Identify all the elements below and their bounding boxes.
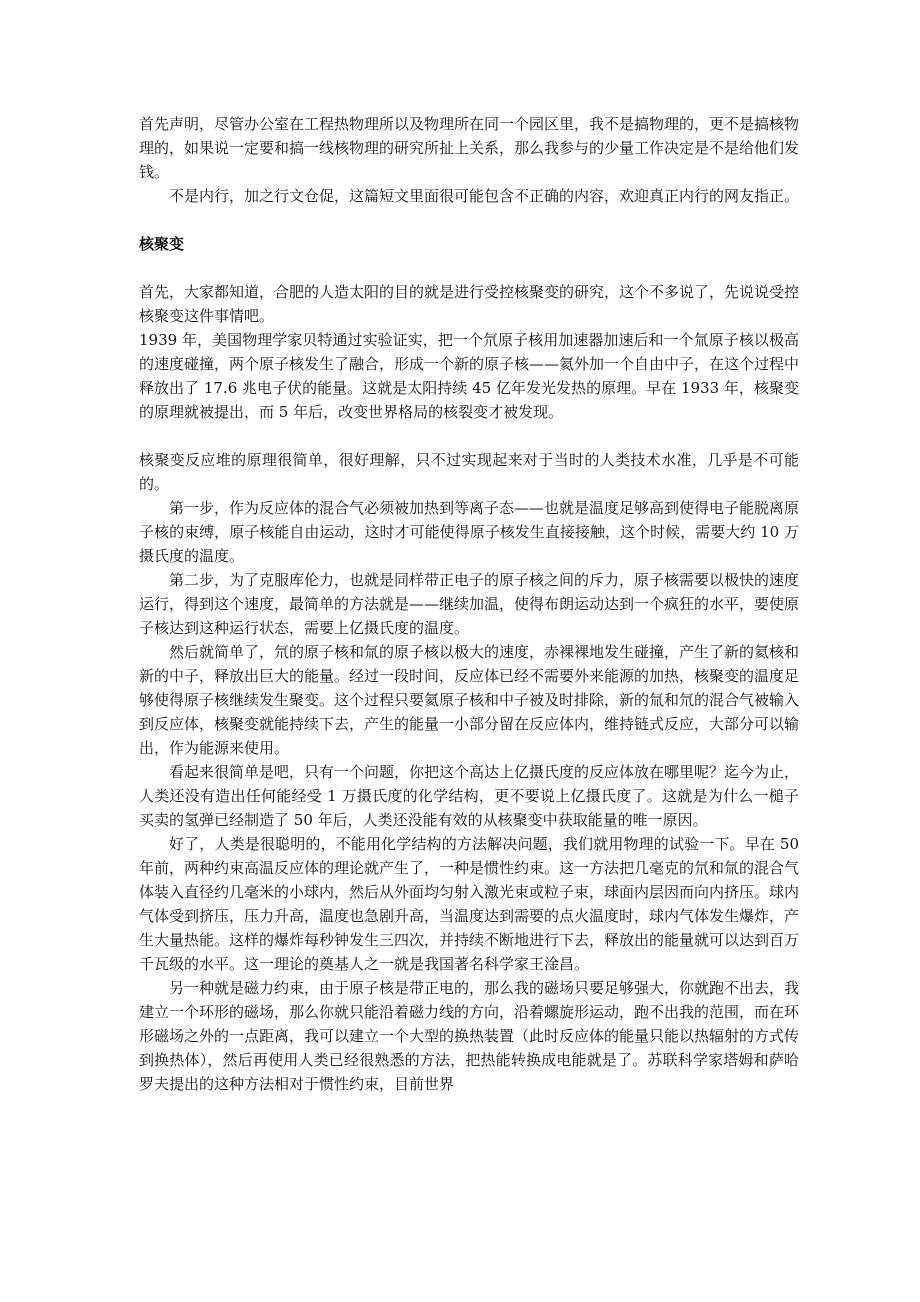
section2-paragraph-7: 另一种就是磁力约束，由于原子核是带正电的，那么我的磁场只要足够强大，你就跑不出去，我建立一个环形的磁场，那么你就只能沿着磁力线的方向，沿着螺旋形运动，跑不出我的范围，而在环形磁场之外的一点距离，我可以建立一个大型的换热装置（此时反应体的能量只能以热辐射的方式传到换热体），然后再使用人类已经很熟悉的方法，把热能转换成电能就是了。苏联科学家塔姆和萨哈罗夫提出的这种方法相对于惯性约束，目前世界 — [139, 979, 800, 1093]
section-heading: 核聚变 — [139, 235, 185, 253]
intro-paragraph-2: 不是内行，加之行文仓促，这篇短文里面很可能包含不正确的内容，欢迎真正内行的网友指正。 — [169, 187, 800, 205]
intro-paragraph-1: 首先声明，尽管办公室在工程热物理所以及物理所在同一个园区里，我不是搞物理的，更不是搞核物理的，如果说一定要和搞一线核物理的研究所扯上关系，那么我参与的少量工作决定是不是给他们发钱。 — [139, 115, 800, 181]
section1-paragraph-1: 首先，大家都知道，合肥的人造太阳的目的就是进行受控核聚变的研究，这个不多说了，先说说受控核聚变这件事情吧。 — [139, 283, 800, 325]
section1-paragraph-2: 1939 年，美国物理学家贝特通过实验证实，把一个氘原子核用加速器加速后和一个氚原子核以极高的速度碰撞，两个原子核发生了融合，形成一个新的原子核——氦外加一个自由中子，在这个过程中释放出了 17.6 兆电子伏的能量。这就是太阳持续 45 亿年发光发热的原理。早在 1933 年，核聚变的原理就被提出，而 5 年后，改变世界格局的核裂变才被发现。 — [139, 331, 800, 421]
section2-paragraph-5: 看起来很简单是吧，只有一个问题，你把这个高达上亿摄氏度的反应体放在哪里呢？迄今为止，人类还没有造出任何能经受 1 万摄氏度的化学结构，更不要说上亿摄氏度了。这就是为什么一槌子买卖的氢弹已经制造了 50 年后，人类还没能有效的从核聚变中获取能量的唯一原因。 — [139, 763, 800, 829]
section2-paragraph-4: 然后就简单了，氘的原子核和氚的原子核以极大的速度，赤裸裸地发生碰撞，产生了新的氦核和新的中子，释放出巨大的能量。经过一段时间，反应体已经不需要外来能源的加热，核聚变的温度足够使得原子核继续发生聚变。这个过程只要氦原子核和中子被及时排除，新的氚和氘的混合气被输入到反应体，核聚变就能持续下去，产生的能量一小部分留在反应体内，维持链式反应，大部分可以输出，作为能源来使用。 — [139, 643, 800, 757]
section2-paragraph-2: 第一步，作为反应体的混合气必须被加热到等离子态——也就是温度足够高到使得电子能脱离原子核的束缚，原子核能自由运动，这时才可能使得原子核发生直接接触，这个时候，需要大约 10 万摄氏度的温度。 — [139, 499, 800, 565]
section2-paragraph-3: 第二步，为了克服库伦力，也就是同样带正电子的原子核之间的斥力，原子核需要以极快的速度运行，得到这个速度，最简单的方法就是——继续加温，使得布朗运动达到一个疯狂的水平，要使原子核达到这种运行状态，需要上亿摄氏度的温度。 — [139, 571, 800, 637]
section2-paragraph-6: 好了，人类是很聪明的，不能用化学结构的方法解决问题，我们就用物理的试验一下。早在 50 年前，两种约束高温反应体的理论就产生了，一种是惯性约束。这一方法把几毫克的氘和氚的混合气体装入直径约几毫米的小球内，然后从外面均匀射入激光束或粒子束，球面内层因而向内挤压。球内气体受到挤压，压力升高，温度也急剧升高，当温度达到需要的点火温度时，球内气体发生爆炸，产生大量热能。这样的爆炸每秒钟发生三四次，并持续不断地进行下去，释放出的能量就可以达到百万千瓦级的水平。这一理论的奠基人之一就是我国著名科学家王淦昌。 — [139, 835, 800, 973]
paragraph-gap — [139, 424, 799, 448]
section2-paragraph-1: 核聚变反应堆的原理很简单，很好理解，只不过实现起来对于当时的人类技术水准，几乎是不可能的。 — [139, 451, 799, 493]
article-body — [139, 112, 799, 1096]
